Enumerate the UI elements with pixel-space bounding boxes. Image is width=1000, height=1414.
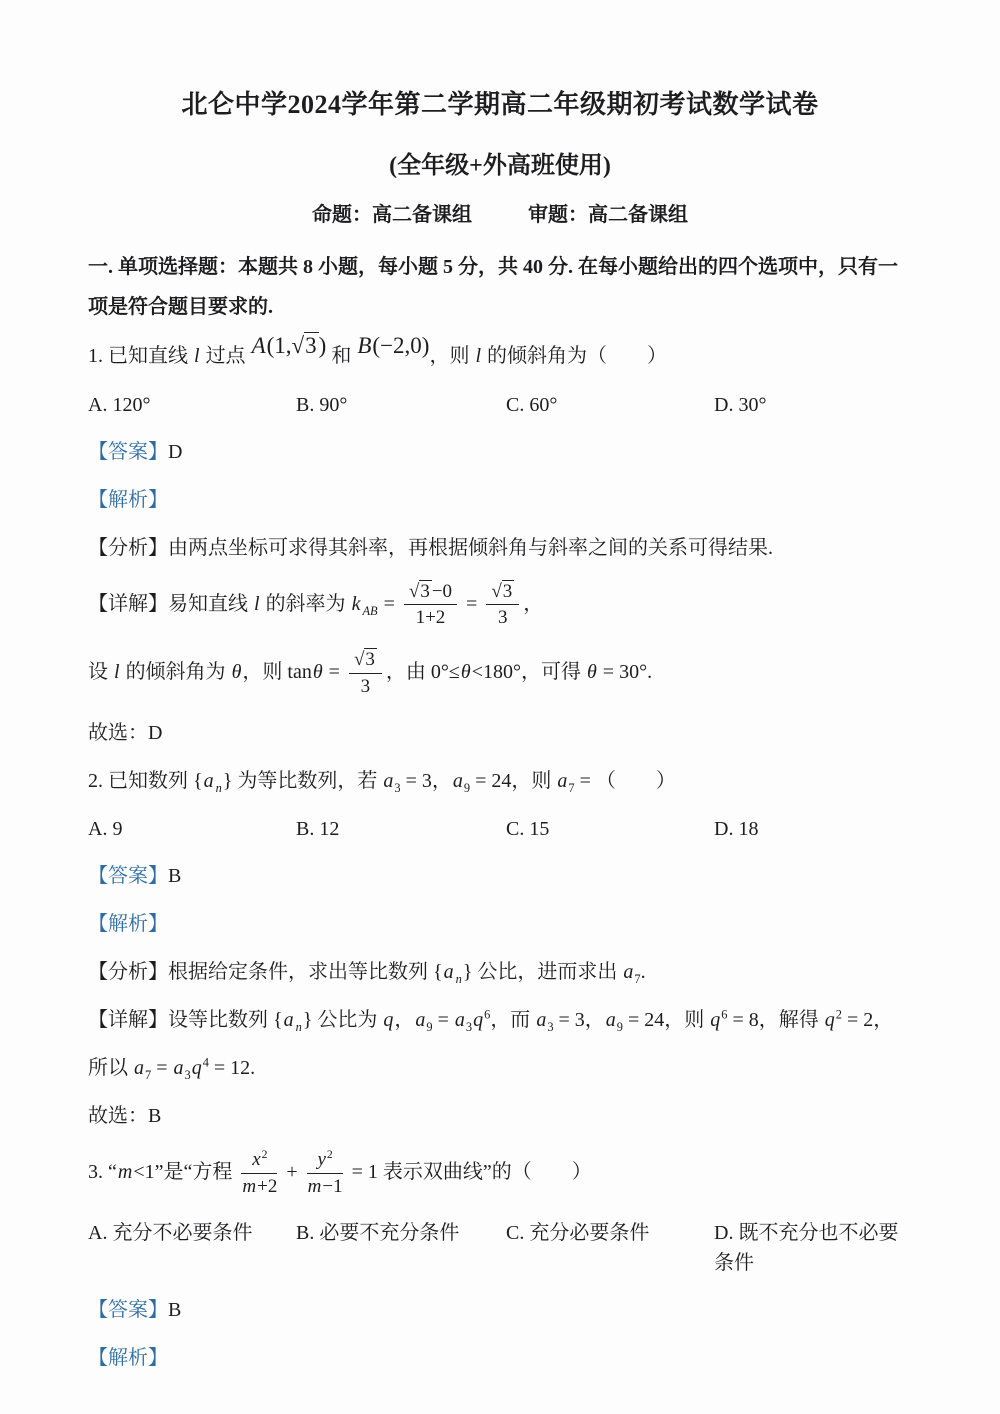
q2-analysis: 【分析】根据给定条件，求出等比数列 {a $_n$} 公比，进而求出 $a_7$. (88, 961, 646, 987)
q2-jiexi-label: 【解析】 (88, 913, 168, 936)
q1-option-a: A. 120° (88, 393, 151, 416)
q1-option-c: C. 60° (506, 393, 558, 416)
page-subtitle: (全年级+外高班使用) (389, 153, 611, 179)
q2-option-a: A. 9 (88, 818, 123, 841)
section1-heading: 一. 单项选择题：本题共 8 小题，每小题 5 分，共 40 分. 在每小题给出的四个选项中，只有一项是符合题目要求的. (88, 256, 898, 318)
q1-detail: 【详解】易知直线 l 的斜率为 k $_{AB}$ = $\frac{√3 -0}{1+2}$ = $\frac{√3}{3}$ ， (88, 580, 544, 629)
q3-options (88, 1218, 912, 1278)
q3-jiexi-label: 【解析】 (88, 1347, 168, 1370)
q2-options (88, 814, 912, 844)
q1-choose: 故选：D (88, 722, 163, 745)
exam-setter: 命题：高二备课组 (312, 204, 472, 226)
page-title: 北仑中学2024学年第二学期高二年级期初考试数学试卷 (181, 90, 819, 119)
q3-option-d: D. 既不充分也不必要条件 (714, 1222, 899, 1275)
q2-detail: 【详解】设等比数列 {a $_n$} 公比为 q，$a_9 = a_3q^6$，而 $a_3 = 3$，$a_9 = 24$，则 $q^6 = 8$，解得 $q^2 = 2$， (88, 1007, 894, 1035)
q2-detail-line2: 所以 $a_7 = a_3q^4 = 12$. (88, 1055, 256, 1083)
q1-answer: 【答案】D (88, 440, 183, 463)
q1-detail-line2: 设 l 的倾斜角为 θ，则 tanθ = $\frac{√3}{3}$ ，由 0°≤θ<180°，可得 θ = 30°. (88, 649, 653, 698)
q1-stem: 1. 已知直线 l 过点 A(1,√3) 和 B(−2,0)，则 l 的倾斜角为（ ） (88, 333, 668, 367)
q3-answer: 【答案】B (88, 1299, 182, 1322)
q2-option-c: C. 15 (506, 818, 550, 841)
q3-option-a: A. 充分不必要条件 (88, 1222, 253, 1245)
q3-option-b: B. 必要不充分条件 (296, 1222, 460, 1245)
q1-option-b: B. 90° (296, 393, 348, 416)
q1-analysis: 【分析】由两点坐标可求得其斜率，再根据倾斜角与斜率之间的关系可得结果. (88, 536, 773, 559)
q1-options (88, 390, 912, 420)
q2-option-b: B. 12 (296, 818, 340, 841)
q2-stem: 2. 已知数列 {a $_n$} 为等比数列，若 $a_3 = 3$，$a_9 = 24$，则 $a_7$ = （ ） (88, 770, 676, 796)
exam-meta (88, 198, 912, 227)
q2-option-d: D. 18 (714, 818, 759, 841)
q2-choose: 故选：B (88, 1105, 162, 1128)
q3-stem: 3. “m<1”是“方程 $\frac{x^2}{m+2}$ + $\frac{y^2}{m-1}$ = 1 表示双曲线”的（ ） (88, 1148, 592, 1198)
q1-option-d: D. 30° (714, 393, 767, 416)
q3-option-c: C. 充分必要条件 (506, 1222, 650, 1245)
q2-answer: 【答案】B (88, 865, 182, 888)
exam-reviewer: 审题：高二备课组 (528, 204, 688, 226)
q1-jiexi-label: 【解析】 (88, 488, 168, 511)
